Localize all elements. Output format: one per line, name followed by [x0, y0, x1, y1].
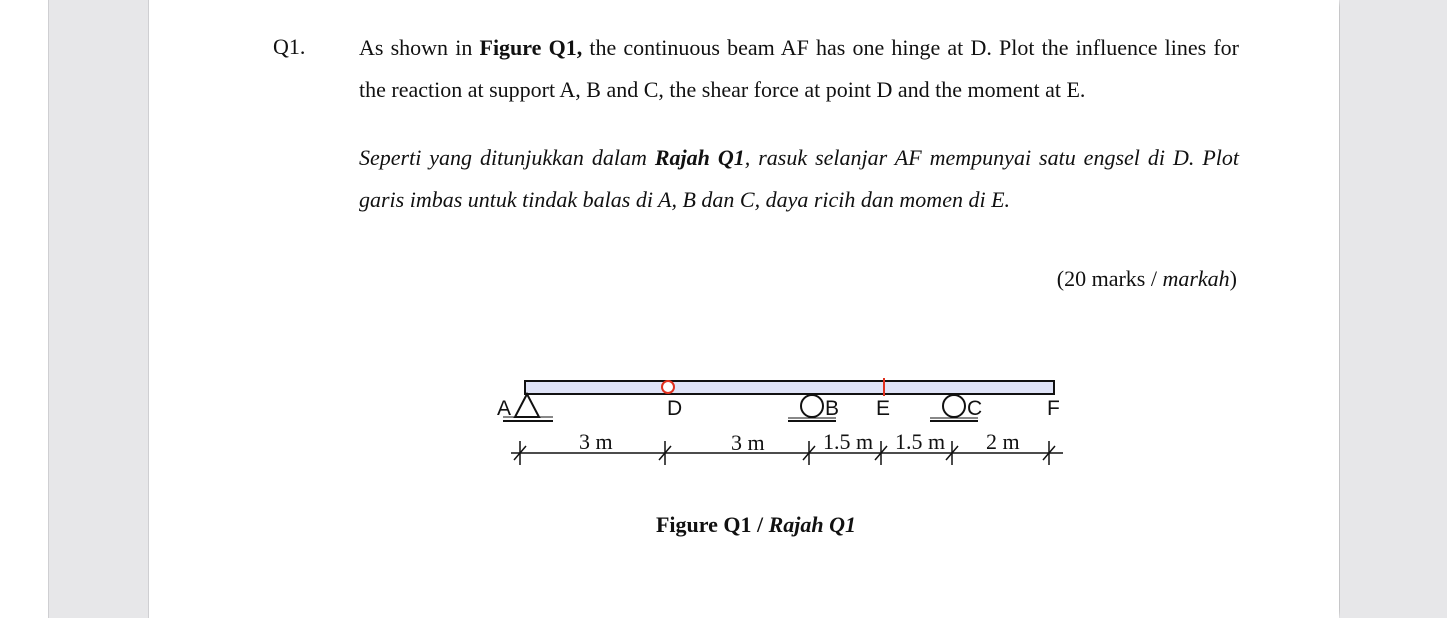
beam-figure: [495, 370, 1075, 485]
dim-ec: 1.5 m: [895, 429, 946, 454]
beam-diagram: [495, 370, 1075, 480]
dim-ad: 3 m: [579, 429, 613, 454]
malay-text-post: , rasuk selanjar AF mempunyai satu engsel di D. Plot garis imbas untuk tindak balas di A, B dan C, daya ricih dan momen di E.: [359, 145, 1239, 212]
english-text-post: the continuous beam AF has one hinge at D. Plot the influence lines for the reaction at support A, B and C, the shear force at point D and the moment at E.: [359, 35, 1240, 102]
question-number: Q1.: [273, 34, 306, 59]
beam: [525, 381, 1054, 394]
marks-label: (20 marks / markah): [1056, 266, 1237, 291]
question-text-english: [359, 27, 1239, 110]
dim-be: 1.5 m: [823, 429, 874, 454]
english-text-pre: As shown in: [359, 35, 480, 60]
label-e: E: [876, 397, 891, 420]
hinge-symbol: [662, 381, 674, 393]
label-b: B: [825, 397, 840, 420]
malay-figure-ref: Rajah Q1: [654, 145, 745, 170]
dim-cf: 2 m: [986, 429, 1020, 454]
label-c: C: [967, 397, 983, 420]
english-figure-ref: Figure Q1,: [479, 35, 583, 60]
question-text-malay: [359, 137, 1239, 220]
label-a: A: [497, 397, 512, 420]
dim-db: 3 m: [731, 430, 765, 455]
label-d: D: [667, 397, 683, 420]
figure-caption: Figure Q1 / Rajah Q1: [655, 512, 857, 537]
label-f: F: [1047, 397, 1060, 420]
malay-text-pre: Seperti yang ditunjukkan dalam: [359, 145, 655, 170]
